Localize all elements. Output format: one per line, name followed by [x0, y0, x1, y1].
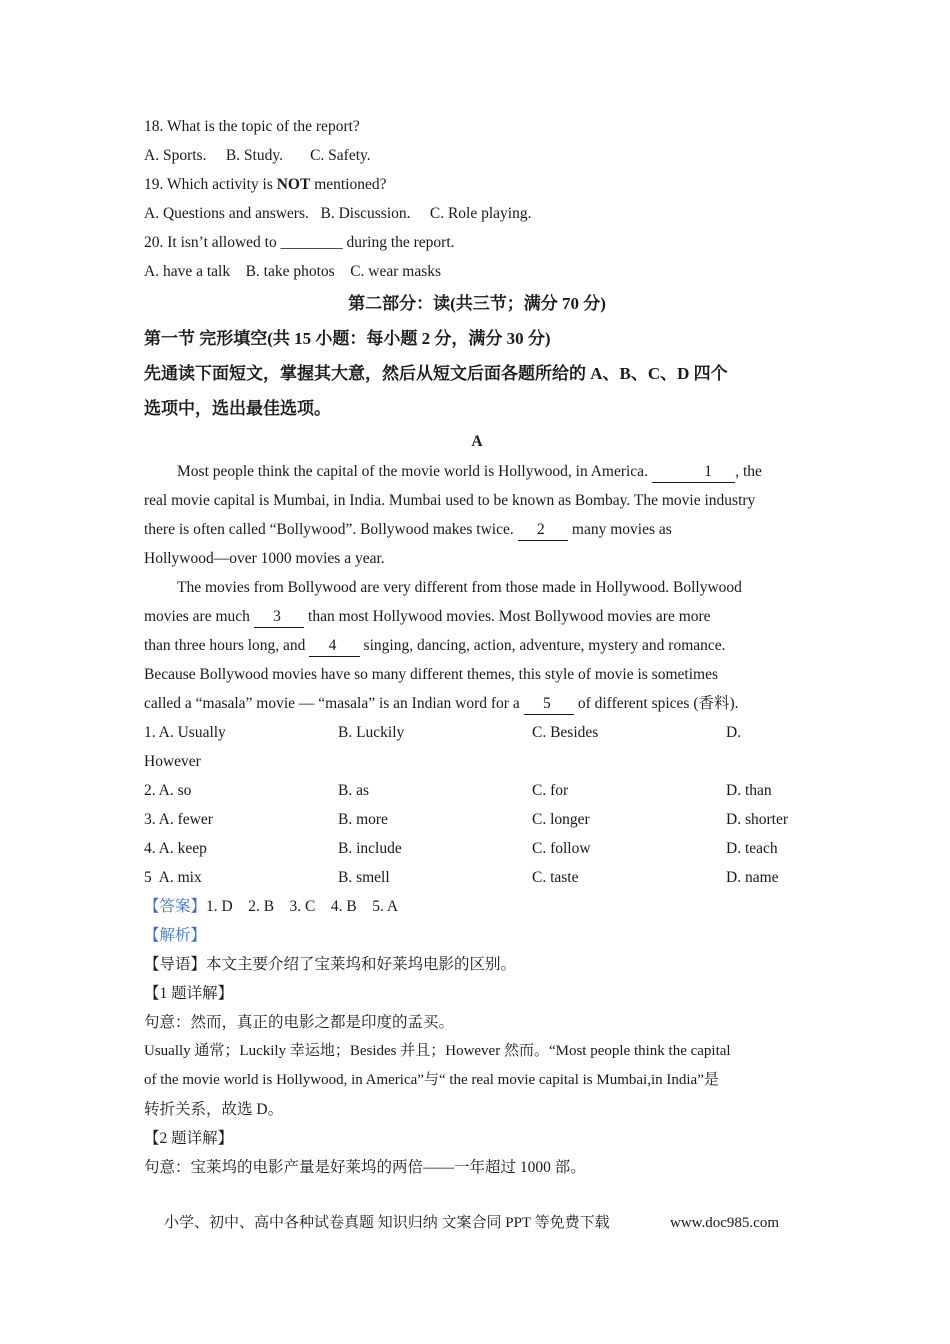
detail-1-meaning: 句意：然而，真正的电影之都是印度的孟买。 — [144, 1014, 455, 1031]
detail-1-line: Usually 通常；Luckily 幸运地；Besides 并且；However 然而。“Most people think the capital — [144, 1043, 731, 1059]
option-c: C. longer — [532, 811, 590, 828]
blank-number: 3 — [273, 608, 281, 625]
passage-line — [144, 602, 810, 631]
passage-line — [144, 631, 810, 660]
passage-text: called a “masala” movie — “masala” is an Indian word for a — [144, 695, 524, 712]
option-a: 5 A. mix — [144, 869, 202, 886]
option-a: 3. A. fewer — [144, 811, 213, 828]
option-b: B. as — [338, 782, 369, 799]
subsection-header: 第一节 完形填空(共 15 小题：每小题 2 分，满分 30 分) — [144, 329, 551, 348]
option-d: D. teach — [726, 840, 778, 857]
question-19-text: 19. Which activity is — [144, 176, 277, 193]
passage-text: movies are much — [144, 608, 254, 625]
footer-text: 小学、初中、高中各种试卷真题 知识归纳 文案合同 PPT 等免费下载 — [164, 1215, 610, 1231]
passage-line — [144, 689, 810, 718]
instruction-line-1: 先通读下面短文，掌握其大意，然后从短文后面各题所给的 A、B、C、D 四个 — [144, 364, 728, 383]
question-20-options: A. have a talk B. take photos C. wear masks — [144, 263, 442, 280]
blank-4 — [309, 636, 359, 657]
passage-text: Most people think the capital of the movie world is Hollywood, in America. — [177, 463, 652, 480]
detail-2-meaning: 句意：宝莱坞的电影产量是好莱坞的两倍——一年超过 1000 部。 — [144, 1159, 586, 1176]
option-a: 1. A. Usually — [144, 724, 226, 741]
passage-text: than three hours long, and — [144, 637, 310, 654]
answer-line — [144, 892, 810, 921]
footer-website: www.doc985.com — [670, 1215, 780, 1231]
page-footer — [0, 1210, 950, 1236]
blank-1 — [652, 462, 735, 483]
option-d: D. than — [726, 782, 772, 799]
detail-2-title: 【2 题详解】 — [144, 1130, 234, 1147]
answer-text: 1. D 2. B 3. C 4. B 5. A — [206, 898, 399, 915]
option-row-2 — [144, 776, 810, 805]
detail-1-title: 【1 题详解】 — [144, 985, 234, 1002]
section-header: 第二部分：读(共三节；满分 70 分) — [348, 294, 606, 313]
blank-3 — [254, 607, 304, 628]
document-page — [144, 112, 810, 1182]
option-d: D. shorter — [726, 811, 788, 828]
blank-number: 5 — [542, 695, 551, 712]
passage-line — [144, 515, 810, 544]
passage-text: than most Hollywood movies. Most Bollywood movies are more — [304, 608, 711, 625]
question-19-emphasis: NOT — [276, 176, 311, 193]
option-c: C. for — [532, 782, 569, 799]
option-row-4 — [144, 834, 810, 863]
question-19-options: A. Questions and answers. B. Discussion. C. Role playing. — [144, 205, 532, 222]
blank-number: 1 — [704, 463, 712, 480]
option-row-3 — [144, 805, 810, 834]
passage-text: of different spices (香料). — [573, 695, 739, 712]
option-row-1-wrap: However — [144, 753, 201, 770]
option-b: B. Luckily — [338, 724, 405, 741]
instruction-line-2: 选项中，选出最佳选项。 — [144, 399, 331, 418]
passage-text: singing, dancing, action, adventure, mystery and romance. — [359, 637, 726, 654]
question-19-text-end: mentioned? — [310, 176, 387, 193]
passage-line: The movies from Bollywood are very different from those made in Hollywood. Bollywood — [177, 579, 742, 596]
passage-line — [144, 457, 810, 486]
blank-2 — [518, 520, 568, 541]
option-d: D. — [726, 724, 742, 741]
option-row-1 — [144, 718, 810, 747]
blank-number: 4 — [328, 637, 337, 654]
option-c: C. Besides — [532, 724, 599, 741]
question-18: 18. What is the topic of the report? — [144, 118, 360, 135]
detail-1-line: 转折关系，故选 D。 — [144, 1101, 284, 1118]
detail-1-line: of the movie world is Hollywood, in America”与“ the real movie capital is Mumbai,in India”是 — [144, 1072, 719, 1088]
option-a: 4. A. keep — [144, 840, 207, 857]
blank-5 — [524, 694, 574, 715]
question-20: 20. It isn’t allowed to ________ during the report. — [144, 234, 455, 251]
option-b: B. more — [338, 811, 388, 828]
option-b: B. include — [338, 840, 402, 857]
question-18-options: A. Sports. B. Study. C. Safety. — [144, 147, 371, 164]
passage-text: , the — [735, 463, 762, 480]
option-a: 2. A. so — [144, 782, 192, 799]
option-d: D. name — [726, 869, 779, 886]
guide-line: 【导语】本文主要介绍了宝莱坞和好莱坞电影的区别。 — [144, 956, 517, 973]
question-19 — [144, 170, 810, 199]
option-c: C. taste — [532, 869, 579, 886]
analysis-tag: 【解析】 — [144, 927, 207, 944]
option-row-5 — [144, 863, 810, 892]
passage-text: there is often called “Bollywood”. Bollywood makes twice. — [144, 521, 518, 538]
option-c: C. follow — [532, 840, 591, 857]
passage-text: many movies as — [568, 521, 672, 538]
answer-tag: 【答案】 — [144, 898, 207, 915]
passage-line: real movie capital is Mumbai, in India. Mumbai used to be known as Bombay. The movie industry — [144, 492, 756, 509]
analysis-line — [144, 921, 810, 950]
option-b: B. smell — [338, 869, 390, 886]
passage-line: Hollywood—over 1000 movies a year. — [144, 550, 385, 567]
passage-label: A — [471, 433, 483, 450]
passage-line: Because Bollywood movies have so many different themes, this style of movie is sometimes — [144, 666, 718, 683]
blank-number: 2 — [537, 521, 545, 538]
